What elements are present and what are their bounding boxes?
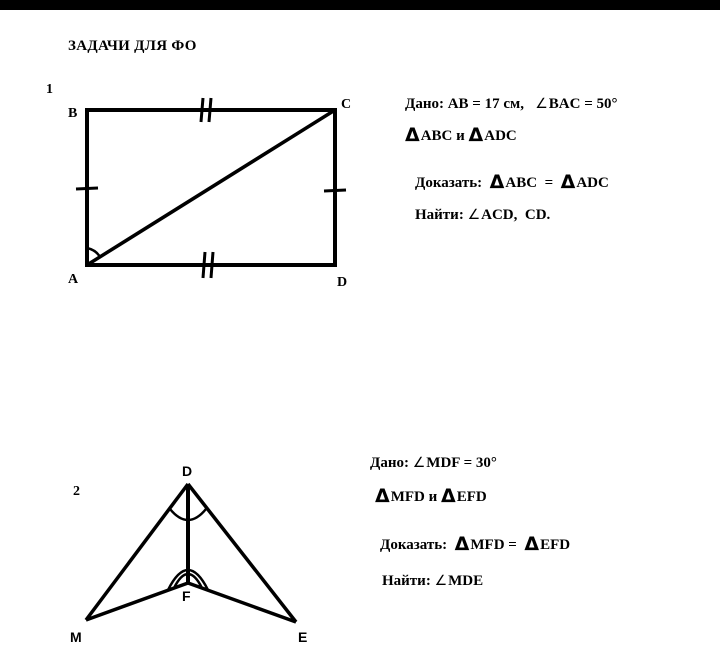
- vertex-label-c: C: [341, 97, 352, 112]
- triangle-symbol-icon: Δ: [489, 171, 505, 193]
- p2-triangle-a: MFD: [390, 489, 425, 505]
- p1-prove-eq: =: [544, 175, 554, 191]
- triangle-symbol-icon: Δ: [454, 533, 470, 555]
- figure-2: [70, 463, 307, 645]
- triangle-symbol-icon: Δ: [468, 124, 484, 146]
- p1-triangle-b: ADC: [484, 128, 517, 144]
- p1-given-angle: BAC = 50°: [548, 96, 618, 112]
- vertex-label-m: M: [70, 629, 82, 645]
- p2-triangles-line: [375, 485, 487, 507]
- p1-prove-triangle-b: ADC: [576, 175, 609, 191]
- p2-given-label: Дано:: [370, 455, 409, 471]
- p2-given-line: [370, 455, 497, 472]
- triangle-symbol-icon: Δ: [375, 485, 390, 507]
- p1-prove-triangle-a: ABC: [505, 175, 538, 191]
- p2-prove-line: [380, 533, 570, 555]
- angle-symbol-icon: ∠: [535, 96, 548, 112]
- vertex-label-e: E: [298, 629, 308, 645]
- p2-triangle-b: EFD: [456, 489, 487, 505]
- triangle-symbol-icon: Δ: [524, 533, 540, 555]
- p2-prove-triangle-a: MFD: [470, 537, 505, 553]
- p1-given-line: [405, 96, 618, 113]
- p1-and-word: и: [456, 128, 465, 144]
- p1-find-angle: ACD,: [481, 207, 518, 223]
- angle-symbol-icon: ∠: [434, 573, 448, 589]
- vertex-label-f: F: [182, 588, 191, 604]
- p2-given-angle: MDF = 30°: [426, 455, 497, 471]
- vertex-label-d2: D: [182, 463, 193, 479]
- p2-find-label: Найти:: [382, 573, 431, 589]
- problem-2-number: 2: [73, 484, 80, 499]
- p2-prove-label: Доказать:: [380, 537, 448, 553]
- p1-find-label: Найти:: [415, 207, 464, 223]
- angle-symbol-icon: ∠: [412, 455, 426, 471]
- triangle-symbol-icon: Δ: [405, 124, 420, 146]
- p2-find-angle: MDE: [448, 573, 484, 589]
- p2-and-word: и: [428, 489, 438, 505]
- segment-dm: [86, 484, 188, 620]
- diagonal-ac: [87, 110, 335, 265]
- vertex-label-d: D: [337, 275, 348, 290]
- p1-given-ab: AB = 17 см,: [447, 96, 524, 112]
- p1-prove-label: Доказать:: [415, 175, 483, 191]
- triangle-symbol-icon: Δ: [560, 171, 576, 193]
- triangle-symbol-icon: Δ: [441, 485, 456, 507]
- vertex-label-b: B: [68, 106, 78, 121]
- figure-1: [68, 97, 351, 290]
- p1-prove-line: [415, 171, 609, 193]
- p1-find-side: CD.: [524, 207, 551, 223]
- p1-find-line: [415, 207, 550, 224]
- p1-triangles-line: [405, 124, 517, 146]
- p2-prove-triangle-b: EFD: [540, 537, 571, 553]
- problem-1-number: 1: [46, 82, 53, 97]
- vertex-label-a: A: [68, 272, 79, 287]
- p2-find-line: [382, 573, 483, 590]
- page-title: ЗАДАЧИ ДЛЯ ФО: [68, 38, 197, 54]
- angle-symbol-icon: ∠: [467, 207, 481, 223]
- p1-given-label: Дано:: [405, 96, 444, 112]
- p1-triangle-a: ABC: [420, 128, 453, 144]
- p2-prove-eq: =: [508, 537, 517, 553]
